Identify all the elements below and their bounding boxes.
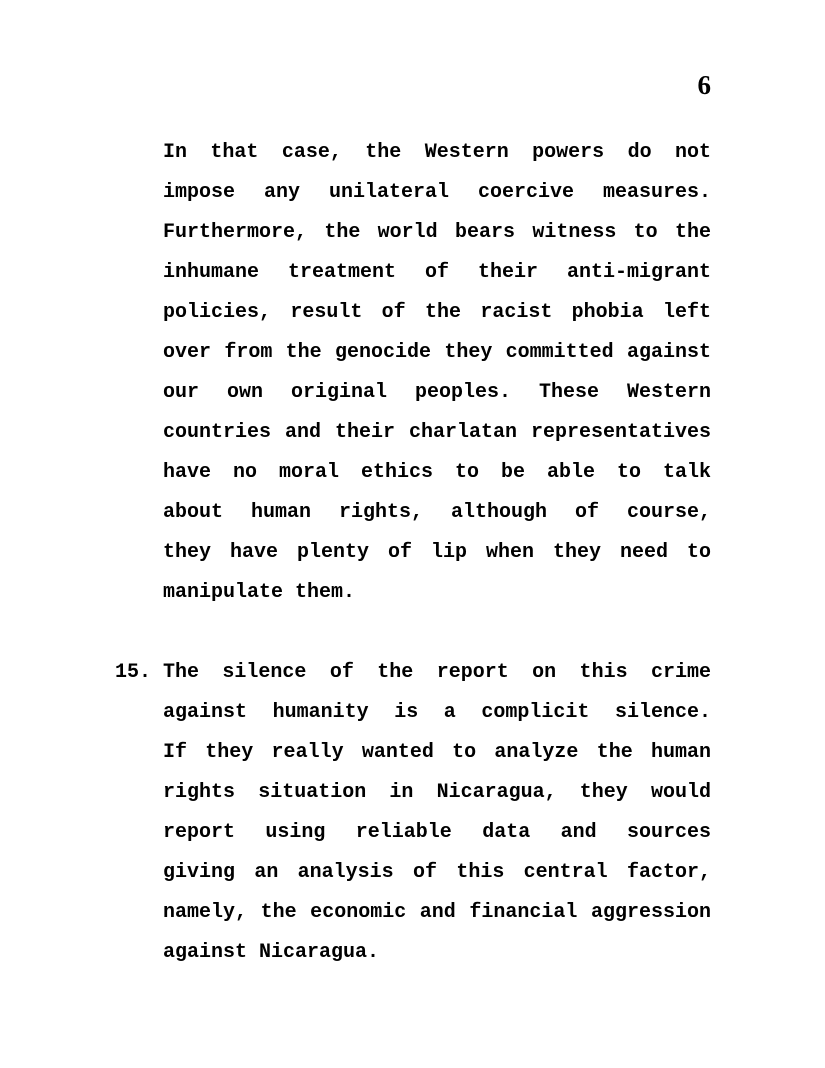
- text-line: inhumane treatment of their anti-migrant: [163, 261, 711, 284]
- text-line: manipulate them.: [163, 581, 356, 604]
- list-item-first-line: [115, 653, 711, 693]
- text-line: against humanity is a complicit silence.: [163, 701, 711, 724]
- text-line: our own original peoples. These Western: [163, 381, 711, 404]
- text-line: rights situation in Nicaragua, they would: [163, 781, 711, 804]
- text-line: policies, result of the racist phobia left: [163, 301, 711, 324]
- page-number: 6: [697, 70, 711, 100]
- text-line: Furthermore, the world bears witness to the: [163, 221, 711, 244]
- text-line: In that case, the Western powers do not: [163, 141, 711, 164]
- list-item-text: The silence of the report on this crime: [163, 661, 711, 684]
- paragraph-continuation: [163, 133, 711, 613]
- list-item-number: 15.: [115, 661, 152, 684]
- text-line: have no moral ethics to be able to talk: [163, 461, 711, 484]
- text-line: report using reliable data and sources: [163, 821, 711, 844]
- text-line: they have plenty of lip when they need to: [163, 541, 711, 564]
- paragraph-15: [115, 653, 711, 973]
- text-line: impose any unilateral coercive measures.: [163, 181, 711, 204]
- text-line: giving an analysis of this central factor,: [163, 861, 711, 884]
- text-line: against Nicaragua.: [163, 941, 380, 964]
- text-line: If they really wanted to analyze the human: [163, 741, 711, 764]
- text-line: countries and their charlatan representatives: [163, 421, 711, 444]
- text-line: over from the genocide they committed against: [163, 341, 711, 364]
- text-line: about human rights, although of course,: [163, 501, 711, 524]
- text-line: namely, the economic and financial aggression: [163, 901, 711, 924]
